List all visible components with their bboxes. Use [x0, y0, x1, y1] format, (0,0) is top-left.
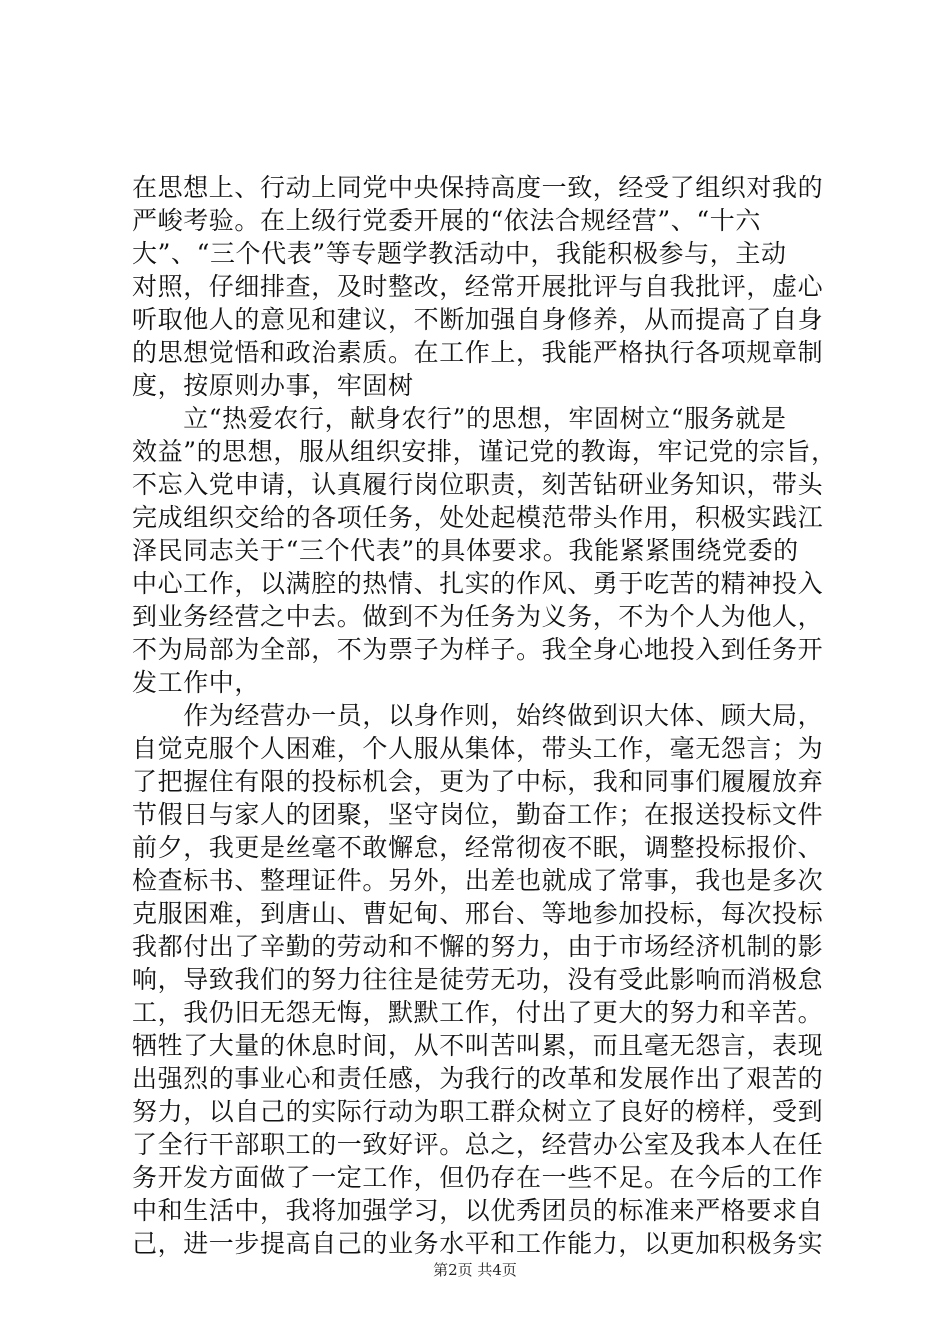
text-line: 了全行干部职工的一致好评。总之，经营办公室及我本人在任 — [132, 1130, 824, 1159]
text-line: 检查标书、整理证件。另外，出差也就成了常事，我也是多次 — [132, 866, 824, 895]
text-line: 中心工作，以满腔的热情、扎实的作风、勇于吃苦的精神投入 — [132, 569, 824, 598]
body-text — [132, 171, 837, 1260]
text-line: 务开发方面做了一定工作，但仍存在一些不足。在今后的工作 — [132, 1163, 824, 1192]
text-line: 工，我仍旧无怨无悔，默默工作，付出了更大的努力和辛苦。 — [132, 998, 824, 1027]
text-line: 出强烈的事业心和责任感，为我行的改革和发展作出了艰苦的 — [132, 1064, 824, 1093]
text-line: 严峻考验。在上级行党委开展的“依法合规经营”、“十六 — [132, 206, 761, 235]
text-line: 在思想上、行动上同党中央保持高度一致，经受了组织对我的 — [132, 173, 824, 202]
text-line: 努力，以自己的实际行动为职工群众树立了良好的榜样，受到 — [132, 1097, 824, 1126]
text-line: 己，进一步提高自己的业务水平和工作能力，以更加积极务实 — [132, 1229, 824, 1258]
text-line: 发工作中， — [132, 668, 261, 697]
text-line: 到业务经营之中去。做到不为任务为义务，不为个人为他人， — [132, 602, 824, 631]
text-line: 自觉克服个人困难，个人服从集体，带头工作，毫无怨言；为 — [132, 734, 824, 763]
text-line: 作为经营办一员，以身作则，始终做到识大体、顾大局， — [132, 701, 824, 730]
text-line: 节假日与家人的团聚，坚守岗位，勤奋工作；在报送投标文件 — [132, 800, 824, 829]
text-line: 牺牲了大量的休息时间，从不叫苦叫累，而且毫无怨言，表现 — [132, 1031, 824, 1060]
text-line: 大”、“三个代表”等专题学教活动中，我能积极参与，主动 — [132, 239, 787, 268]
text-line: 泽民同志关于“三个代表”的具体要求。我能紧紧围绕党委的 — [132, 536, 799, 565]
text-line: 完成组织交给的各项任务，处处起模范带头作用，积极实践江 — [132, 503, 824, 532]
text-line: 克服困难，到唐山、曹妃甸、邢台、等地参加投标，每次投标 — [132, 899, 824, 928]
text-line: 我都付出了辛勤的劳动和不懈的努力，由于市场经济机制的影 — [132, 932, 824, 961]
text-line: 对照，仔细排查，及时整改，经常开展批评与自我批评，虚心 — [132, 272, 824, 301]
text-line: 不为局部为全部，不为票子为样子。我全身心地投入到任务开 — [132, 635, 824, 664]
text-line: 立“热爱农行，献身农行”的思想，牢固树立“服务就是 — [132, 404, 787, 433]
text-line: 中和生活中，我将加强学习，以优秀团员的标准来严格要求自 — [132, 1196, 824, 1225]
text-line: 度，按原则办事，牢固树 — [132, 371, 414, 400]
page-number-footer: 第2页 共4页 — [433, 1261, 517, 1279]
text-line: 不忘入党申请，认真履行岗位职责，刻苦钻研业务知识，带头 — [132, 470, 824, 499]
text-line: 响，导致我们的努力往往是徒劳无功，没有受此影响而消极怠 — [132, 965, 824, 994]
text-line: 的思想觉悟和政治素质。在工作上，我能严格执行各项规章制 — [132, 338, 824, 367]
text-line: 了把握住有限的投标机会，更为了中标，我和同事们履履放弃 — [132, 767, 824, 796]
text-line: 效益”的思想，服从组织安排，谨记党的教诲，牢记党的宗旨， — [132, 437, 837, 466]
text-line: 听取他人的意见和建议，不断加强自身修养，从而提高了自身 — [132, 305, 824, 334]
text-line: 前夕，我更是丝毫不敢懈怠，经常彻夜不眠，调整投标报价、 — [132, 833, 824, 862]
